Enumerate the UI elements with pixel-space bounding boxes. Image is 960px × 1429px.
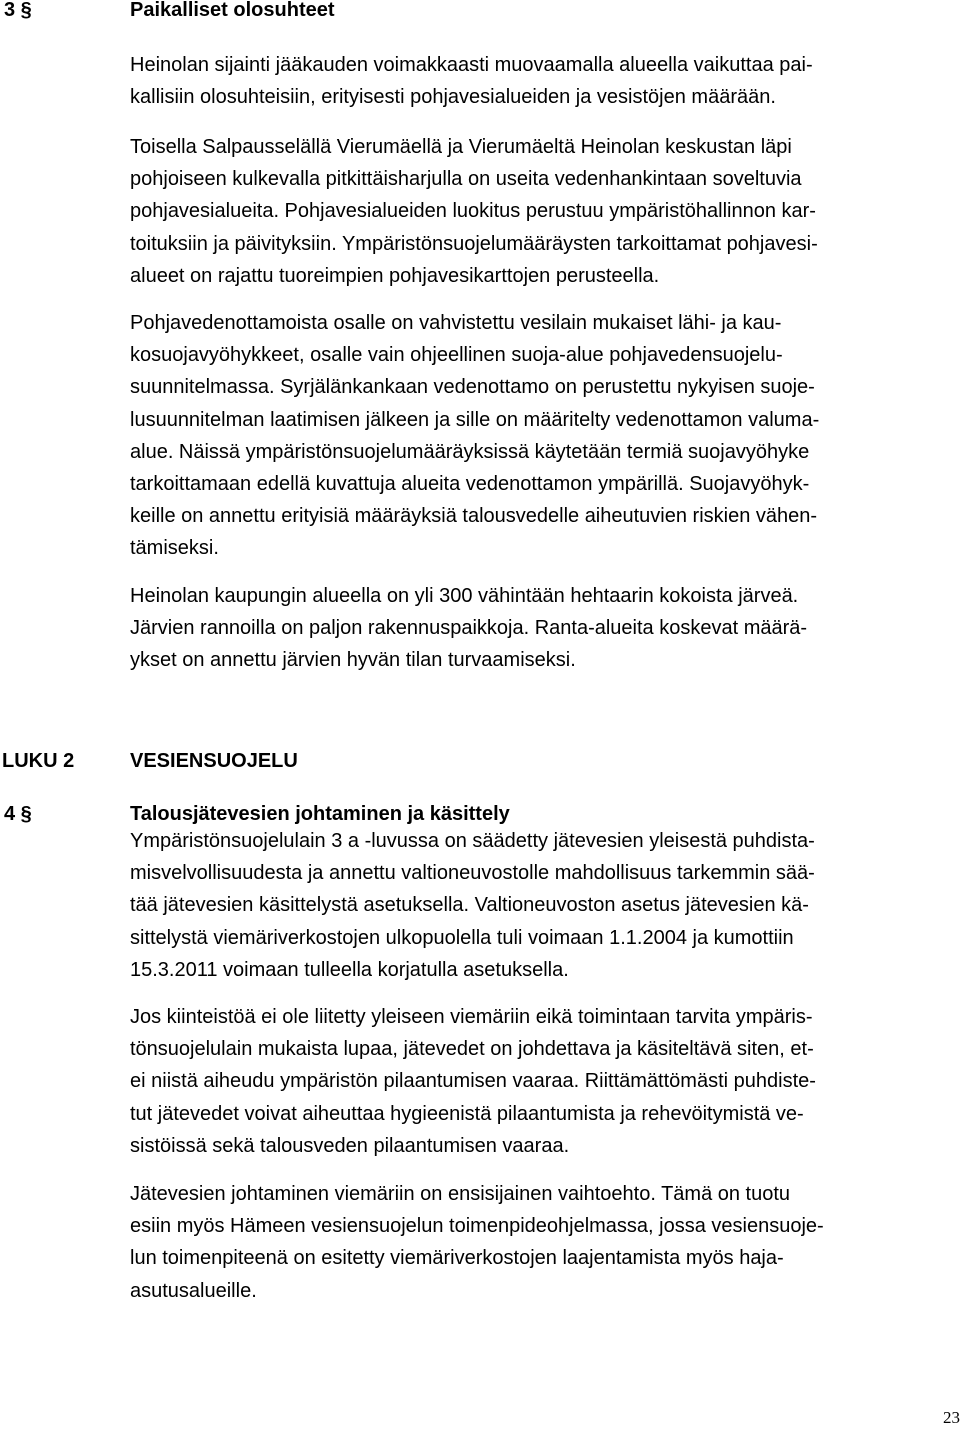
paragraph [130,49,930,113]
page-number: 23 [943,1408,960,1427]
text-line: keille on annettu erityisiä määräyksiä talousvedelle aiheutuvien riskien vähen- [130,505,818,528]
section-number: 4 § [4,803,32,825]
paragraph [130,131,930,292]
text-line: tarkoittamaan edellä kuvattuja alueita vedenottamon ympärillä. Suojavyöhyk- [130,473,810,496]
text-line: Heinolan sijainti jääkauden voimakkaasti muovaamalla alueella vaikuttaa pai- [130,54,813,76]
text-line: Jätevesien johtaminen viemäriin on ensisijainen vaihtoehto. Tämä on tuotu [130,1183,791,1205]
text-line: toituksiin ja päivityksiin. Ympäristönsuojelumääräysten tarkoittamat pohjavesi- [130,232,818,255]
text-line: sittelystä viemäriverkostojen ulkopuolella tuli voimaan 1.1.2004 ja kumottiin [130,926,794,949]
section-title: Paikalliset olosuhteet [130,0,335,21]
text-line: tämiseksi. [130,537,219,560]
text-line: Toisella Salpausselällä Vierumäellä ja Vierumäeltä Heinolan keskustan läpi [130,136,792,158]
text-line: Järvien rannoilla on paljon rakennuspaikkoja. Ranta-alueita koskevat määrä- [130,617,808,640]
text-line: ykset on annettu järvien hyvän tilan turvaamiseksi. [130,649,576,672]
paragraph [130,825,930,986]
text-line: alue. Näissä ympäristönsuojelumääräyksissä käytetään termiä suojavyöhyke [130,440,810,463]
text-line: Pohjavedenottamoista osalle on vahvistettu vesilain mukaiset lähi- ja kau- [130,312,782,334]
text-line: pohjoiseen kulkevalla pitkittäisharjulla on useita vedenhankintaan soveltuvia [130,168,802,191]
text-line: misvelvollisuudesta ja annettu valtioneuvostolle mahdollisuus tarkemmin sää- [130,862,815,885]
text-line: pohjavesialueita. Pohjavesialueiden luokitus perustuu ympäristöhallinnon kar- [130,200,816,223]
paragraph [130,1001,930,1162]
paragraph [130,580,930,677]
text-line: sistöissä sekä talousveden pilaantumisen vaaraa. [130,1134,570,1157]
paragraph [130,307,930,565]
text-line: esiin myös Hämeen vesiensuojelun toimenpideohjelmassa, jossa vesiensuoje- [130,1215,824,1238]
text-line: Jos kiinteistöä ei ole liitetty yleiseen viemäriin eikä toimintaan tarvita ympäris- [130,1006,813,1028]
text-line: asutusalueille. [130,1279,257,1302]
section-title: Talousjätevesien johtaminen ja käsittely [130,803,510,825]
text-line: 15.3.2011 voimaan tulleella korjatulla asetuksella. [130,958,569,981]
text-line: Ympäristönsuojelulain 3 a -luvussa on säädetty jätevesien yleisestä puhdista- [130,830,815,852]
text-line: kallisiin olosuhteisiin, erityisesti pohjavesialueiden ja vesistöjen määrään. [130,86,776,109]
section-number: 3 § [4,0,32,21]
paragraph [130,1178,930,1307]
chapter-label: LUKU 2 [2,750,75,772]
text-line: lun toimenpiteenä on esitetty viemäriverkostojen laajentamista myös haja- [130,1247,784,1270]
text-line: kosuojavyöhykkeet, osalle vain ohjeellinen suoja-alue pohjavedensuojelu- [130,344,783,367]
text-line: lusuunnitelman laatimisen jälkeen ja sille on määritelty vedenottamon valuma- [130,408,820,431]
chapter-title: VESIENSUOJELU [130,750,298,772]
text-line: tut jätevedet voivat aiheuttaa hygieenistä pilaantumista ja rehevöitymistä ve- [130,1102,804,1125]
text-line: ei niistä aiheudu ympäristön pilaantumisen vaaraa. Riittämättömästi puhdiste- [130,1070,816,1093]
text-line: suunnitelmassa. Syrjälänkankaan vedenottamo on perustettu nykyisen suoje- [130,376,815,399]
text-line: alueet on rajattu tuoreimpien pohjavesikarttojen perusteella. [130,264,660,287]
text-line: Heinolan kaupungin alueella on yli 300 vähintään hehtaarin kokoista järveä. [130,585,799,607]
text-line: tää jätevesien käsittelystä asetuksella. Valtioneuvoston asetus jätevesien kä- [130,894,809,917]
text-line: tönsuojelulain mukaista lupaa, jätevedet on johdettava ja käsiteltävä siten, et- [130,1038,814,1061]
